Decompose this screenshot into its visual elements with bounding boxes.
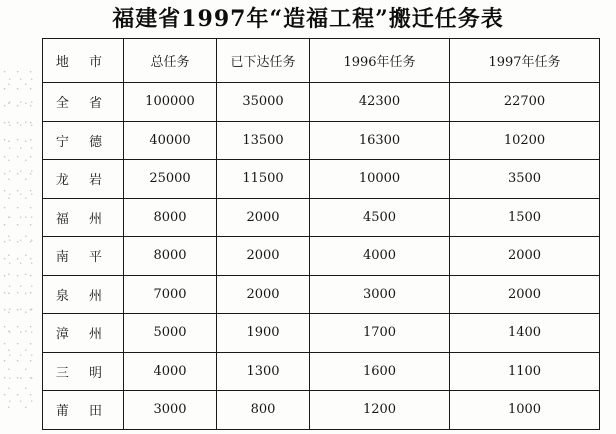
cell-1996-task: 1600 — [310, 352, 450, 391]
page-title: 福建省1997年“造福工程”搬迁任务表 — [112, 6, 504, 32]
cell-1996-task: 16300 — [310, 121, 450, 160]
table-row — [43, 391, 600, 430]
cell-total-task: 5000 — [124, 314, 217, 353]
table-row — [43, 352, 600, 391]
table-row — [43, 160, 600, 199]
cell-total-task: 25000 — [124, 160, 217, 199]
header-city: 地 市 — [43, 39, 124, 83]
table-row — [43, 275, 600, 314]
cell-city: 全 省 — [43, 83, 124, 122]
cell-city: 漳 州 — [43, 314, 124, 353]
cell-1996-task: 10000 — [310, 160, 450, 199]
header-1996-task: 1996年任务 — [310, 39, 450, 83]
cell-total-task: 4000 — [124, 352, 217, 391]
cell-1996-task: 3000 — [310, 275, 450, 314]
cell-city: 泉 州 — [43, 275, 124, 314]
cell-1997-task: 3500 — [450, 160, 600, 199]
cell-1997-task: 10200 — [450, 121, 600, 160]
cell-city: 龙 岩 — [43, 160, 124, 199]
cell-city: 宁 德 — [43, 121, 124, 160]
cell-1996-task: 4000 — [310, 237, 450, 276]
cell-1997-task: 1000 — [450, 391, 600, 430]
cell-total-task: 40000 — [124, 121, 217, 160]
cell-issued-task: 13500 — [217, 121, 310, 160]
cell-issued-task: 35000 — [217, 83, 310, 122]
table-row — [43, 198, 600, 237]
cell-1997-task: 2000 — [450, 275, 600, 314]
cell-city: 南 平 — [43, 237, 124, 276]
table-header-row — [43, 39, 600, 83]
cell-1996-task: 42300 — [310, 83, 450, 122]
scan-noise — [2, 70, 40, 410]
header-1997-task: 1997年任务 — [450, 39, 600, 83]
cell-issued-task: 2000 — [217, 198, 310, 237]
cell-total-task: 7000 — [124, 275, 217, 314]
cell-total-task: 3000 — [124, 391, 217, 430]
cell-1996-task: 1200 — [310, 391, 450, 430]
cell-total-task: 100000 — [124, 83, 217, 122]
cell-issued-task: 1900 — [217, 314, 310, 353]
cell-city: 福 州 — [43, 198, 124, 237]
cell-1997-task: 1100 — [450, 352, 600, 391]
cell-1997-task: 22700 — [450, 83, 600, 122]
table-row — [43, 237, 600, 276]
cell-1997-task: 1500 — [450, 198, 600, 237]
table-row — [43, 121, 600, 160]
cell-city: 三 明 — [43, 352, 124, 391]
table-row — [43, 314, 600, 353]
relocation-task-table — [42, 38, 600, 430]
cell-1997-task: 2000 — [450, 237, 600, 276]
cell-1996-task: 1700 — [310, 314, 450, 353]
cell-1996-task: 4500 — [310, 198, 450, 237]
table-row — [43, 83, 600, 122]
cell-issued-task: 11500 — [217, 160, 310, 199]
cell-issued-task: 800 — [217, 391, 310, 430]
cell-issued-task: 1300 — [217, 352, 310, 391]
cell-issued-task: 2000 — [217, 275, 310, 314]
cell-city: 莆 田 — [43, 391, 124, 430]
cell-total-task: 8000 — [124, 237, 217, 276]
cell-issued-task: 2000 — [217, 237, 310, 276]
cell-total-task: 8000 — [124, 198, 217, 237]
header-issued-task: 已下达任务 — [217, 39, 310, 83]
cell-1997-task: 1400 — [450, 314, 600, 353]
header-total-task: 总任务 — [124, 39, 217, 83]
